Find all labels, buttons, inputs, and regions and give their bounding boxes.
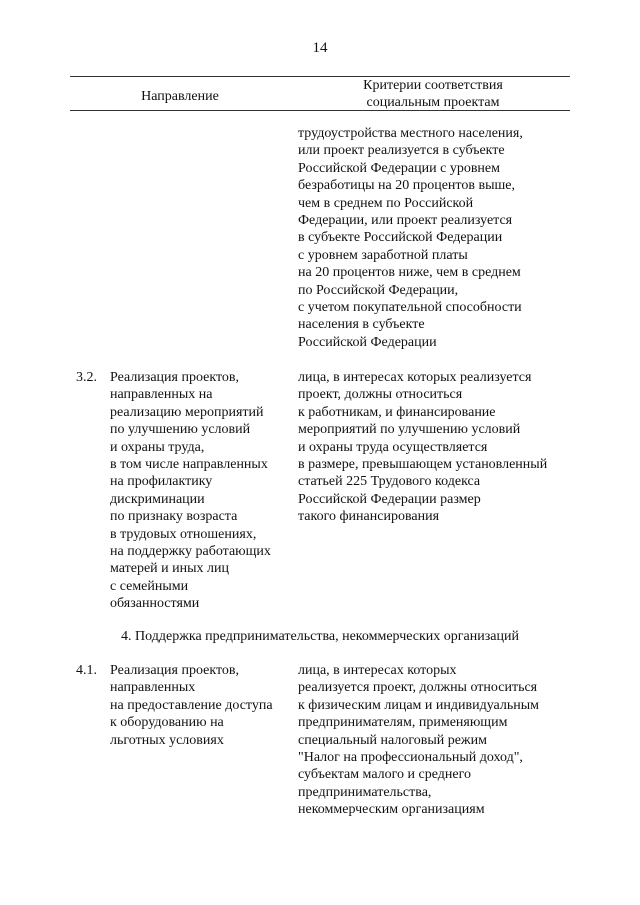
header-criteria xyxy=(296,77,570,111)
criteria-line: Российской Федерации xyxy=(298,334,437,350)
direction-line: льготных условиях xyxy=(110,732,224,748)
criteria-line: трудоустройства местного населения, xyxy=(298,126,523,141)
criteria-line: субъектам малого и среднего xyxy=(298,767,471,783)
page-number: 14 xyxy=(312,40,328,56)
criteria-line: Российской Федерации с уровнем xyxy=(298,160,501,176)
criteria-line: безработицы на 20 процентов выше, xyxy=(298,178,515,194)
criteria-line: в размере, превышающем установленный xyxy=(298,457,548,473)
table-header-bottom-rule xyxy=(70,110,570,111)
criteria-line: мероприятий по улучшению условий xyxy=(298,422,521,438)
criteria-line: некоммерческим организациям xyxy=(298,802,485,818)
criteria-line: статьей 225 Трудового кодекса xyxy=(298,474,481,490)
direction-line: в трудовых отношениях, xyxy=(110,526,257,542)
direction-line: дискриминации xyxy=(110,491,205,507)
criteria-line: реализуется проект, должны относиться xyxy=(298,680,538,696)
criteria-line: с учетом покупательной способности xyxy=(298,300,522,316)
row-4-1-direction xyxy=(110,662,273,749)
direction-line: по признаку возраста xyxy=(110,509,238,525)
criteria-line: с уровнем заработной платы xyxy=(298,247,468,263)
row-3-2-criteria xyxy=(298,369,547,526)
direction-line: направленных xyxy=(110,680,196,696)
direction-line: матерей и иных лиц xyxy=(110,561,230,577)
direction-line: Реализация проектов, xyxy=(110,663,240,678)
direction-line: на поддержку работающих xyxy=(110,544,271,560)
row-3-2-number: 3.2. xyxy=(76,370,97,385)
direction-line: на предоставление доступа xyxy=(110,697,273,713)
direction-line: обязанностями xyxy=(110,596,200,612)
criteria-line: и охраны труда осуществляется xyxy=(298,439,488,455)
direction-line: направленных на xyxy=(110,387,213,403)
direction-line: в том числе направленных xyxy=(110,457,268,473)
direction-line: Реализация проектов, xyxy=(110,370,240,385)
row-4-1-criteria xyxy=(298,662,539,819)
section-4-title: 4. Поддержка предпринимательства, некоммерческих организаций xyxy=(121,629,519,644)
criteria-line: Федерации, или проект реализуется xyxy=(298,213,513,229)
direction-line: и охраны труда, xyxy=(110,439,205,455)
header-direction: Направление xyxy=(141,89,219,104)
criteria-line: лица, в интересах которых реализуется xyxy=(298,370,532,385)
criteria-line: населения в субъекте xyxy=(298,317,425,333)
direction-line: реализацию мероприятий xyxy=(110,404,264,420)
criteria-line: или проект реализуется в субъекте xyxy=(298,143,505,159)
header-criteria-line: социальным проектам xyxy=(366,95,500,110)
direction-line: по улучшению условий xyxy=(110,422,251,438)
criteria-line: по Российской Федерации, xyxy=(298,282,459,298)
direction-line: на профилактику xyxy=(110,474,213,490)
criteria-line: проект, должны относиться xyxy=(298,387,463,403)
criteria-line: предпринимателям, применяющим xyxy=(298,715,508,731)
criteria-line: предпринимательства, xyxy=(298,784,432,800)
criteria-line: на 20 процентов ниже, чем в среднем xyxy=(298,265,521,281)
criteria-line: к физическим лицам и индивидуальным xyxy=(298,697,540,713)
row-4-1-number: 4.1. xyxy=(76,663,97,678)
criteria-line: лица, в интересах которых xyxy=(298,663,457,678)
direction-line: с семейными xyxy=(110,578,189,594)
continuation-criteria xyxy=(298,125,523,351)
header-criteria-line: Критерии соответствия xyxy=(363,78,503,93)
criteria-line: "Налог на профессиональный доход", xyxy=(298,750,523,766)
criteria-line: в субъекте Российской Федерации xyxy=(298,230,503,246)
criteria-line: к работникам, и финансирование xyxy=(298,404,496,420)
criteria-line: чем в среднем по Российской xyxy=(298,195,474,211)
criteria-line: специальный налоговый режим xyxy=(298,732,487,748)
row-3-2-direction xyxy=(110,369,271,613)
direction-line: к оборудованию на xyxy=(110,715,224,731)
criteria-line: такого финансирования xyxy=(298,509,440,525)
criteria-line: Российской Федерации размер xyxy=(298,491,481,507)
